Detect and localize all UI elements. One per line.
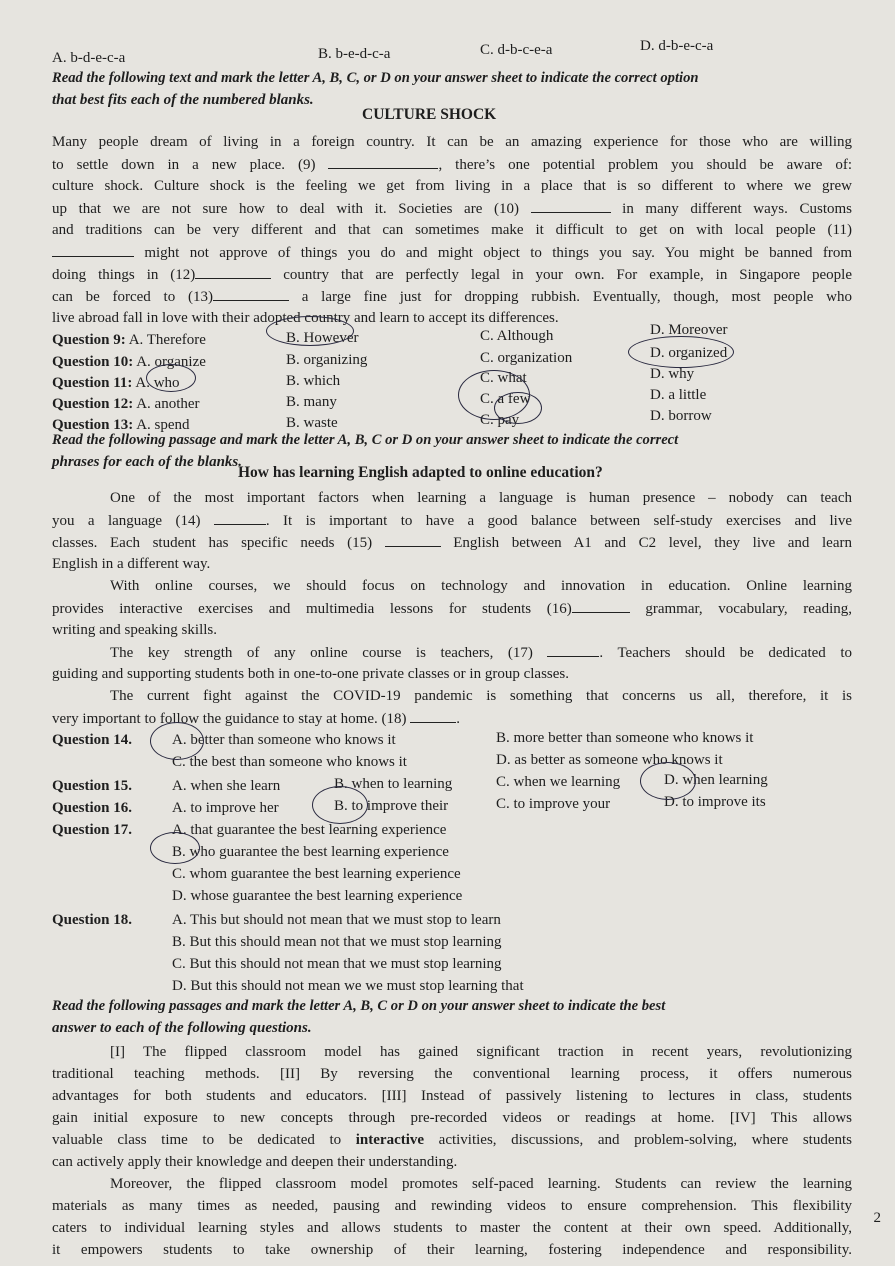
q16-option-d[interactable]: D. to improve its <box>664 794 766 810</box>
q17-label: Question 17. <box>52 822 133 838</box>
p2-line-3: classes. Each student has specific needs (15) English between A1 and C2 level, they live and learn <box>52 532 852 553</box>
p1-line-4: up that we are not sure how to deal with it. Societies are (10) in many different ways. Customs <box>52 198 852 219</box>
q14-option-b[interactable]: B. more better than someone who knows it <box>496 730 754 746</box>
q18-option-b[interactable]: B. But this should mean not that we must stop learning <box>172 934 502 950</box>
answer-circle-q16 <box>312 786 368 824</box>
q15-label: Question 15. <box>52 778 133 794</box>
q12-row: Question 12: A. another <box>52 396 200 412</box>
page-number: 2 <box>873 1210 881 1226</box>
q18-option-c[interactable]: C. But this should not mean that we must stop learning <box>172 956 502 972</box>
q9-option-c[interactable]: C. Although <box>480 328 554 344</box>
q9-option-b[interactable]: B. However <box>286 330 359 346</box>
q9-option-d[interactable]: D. Moreover <box>650 322 728 338</box>
p1-line-8: can be forced to (13) a large fine just for dropping rubbish. Eventually, though, most people who <box>52 286 852 307</box>
q15-option-c[interactable]: C. when we learning <box>496 774 621 790</box>
p3-line-8: materials as many times as needed, pausing and rewinding videos to ensure comprehension. This flexibility <box>52 1198 852 1214</box>
p1-line-6: might not approve of things you do and might object to things you say. You might be banned from <box>52 242 852 263</box>
q16-option-b[interactable]: B. to improve their <box>334 798 449 814</box>
q11-option-b[interactable]: B. which <box>286 373 341 389</box>
q10-option-d[interactable]: D. organized <box>650 345 728 361</box>
q17-option-b[interactable]: B. who guarantee the best learning experience <box>172 844 449 860</box>
instruction-1-line-1: Read the following text and mark the letter A, B, C, or D on your answer sheet to indicate the correct option <box>52 70 699 86</box>
answer-circle-q17 <box>150 832 200 864</box>
q13-option-b[interactable]: B. waste <box>286 415 338 431</box>
p3-line-1: [I] The flipped classroom model has gained significant traction in recent years, revolutionizing <box>110 1044 852 1060</box>
p3-line-6: can actively apply their knowledge and deepen their understanding. <box>52 1154 458 1170</box>
p1-line-9: live abroad fall in love with their adopted country and learn to accept its differences. <box>52 310 559 326</box>
q12-option-c[interactable]: C. a few <box>480 391 531 407</box>
q17-option-d[interactable]: D. whose guarantee the best learning experience <box>172 888 463 904</box>
p2-line-7: writing and speaking skills. <box>52 622 217 638</box>
q11-row: Question 11: A. who <box>52 375 180 391</box>
p3-line-4: gain initial exposure to new concepts through pre-recorded videos or readings at home. [IV] This allows <box>52 1110 852 1126</box>
p2-line-8: The key strength of any online course is teachers, (17) . Teachers should be dedicated to <box>110 642 852 663</box>
q13-option-d[interactable]: D. borrow <box>650 408 712 424</box>
header-option-d: D. d-b-e-c-a <box>640 38 714 54</box>
answer-circle-q15 <box>640 762 696 800</box>
blank-12 <box>195 264 271 279</box>
blank-16 <box>572 598 630 613</box>
blank-15 <box>385 532 441 547</box>
p1-line-1: Many people dream of living in a foreign country. It can be an amazing experience for those who are willing <box>52 134 852 150</box>
p1-line-3: culture shock. Culture shock is the feeling we get from living in a place that is so different to where we grew <box>52 178 852 194</box>
answer-circle-q10 <box>628 336 734 368</box>
q18-option-d[interactable]: D. But this should not mean we we must stop learning that <box>172 978 524 994</box>
q18-label: Question 18. <box>52 912 133 928</box>
blank-9 <box>328 154 438 169</box>
q15-option-d[interactable]: D. when learning <box>664 772 768 788</box>
q16-label: Question 16. <box>52 800 133 816</box>
q17-option-a[interactable]: A. that guarantee the best learning experience <box>172 822 447 838</box>
p3-line-7: Moreover, the flipped classroom model promotes self-paced learning. Students can review the learning <box>110 1176 852 1192</box>
header-option-c: C. d-b-c-e-a <box>480 42 553 58</box>
header-option-a: A. b-d-e-c-a <box>52 50 126 66</box>
q15-option-a[interactable]: A. when she learn <box>172 778 281 794</box>
blank-13 <box>213 286 289 301</box>
instruction-3-line-2: answer to each of the following questions. <box>52 1020 312 1036</box>
q12-option-b[interactable]: B. many <box>286 394 337 410</box>
q10-option-b[interactable]: B. organizing <box>286 352 368 368</box>
q14-option-a[interactable]: A. better than someone who knows it <box>172 732 396 748</box>
q17-option-c[interactable]: C. whom guarantee the best learning experience <box>172 866 461 882</box>
p3-line-10: it empowers students to take ownership of their learning, fostering independence and responsibility. <box>52 1242 852 1258</box>
blank-18 <box>410 708 456 723</box>
p2-line-5: With online courses, we should focus on technology and innovation in education. Online learning <box>110 578 852 594</box>
q11-option-d[interactable]: D. why <box>650 366 695 382</box>
q9-row: Question 9: A. Therefore <box>52 332 206 348</box>
q13-option-c[interactable]: C. pay <box>480 412 520 428</box>
answer-circle-q11 <box>146 364 196 392</box>
answer-circle-q9 <box>266 316 354 346</box>
p3-line-5: valuable class time to be dedicated to interactive activities, discussions, and problem-solving, where students <box>52 1132 852 1148</box>
blank-17 <box>547 642 599 657</box>
answer-circle-q14 <box>150 722 204 760</box>
q12-option-d[interactable]: D. a little <box>650 387 707 403</box>
q11-option-c[interactable]: C. what <box>480 370 527 386</box>
instruction-2-line-1: Read the following passage and mark the letter A, B, C or D on your answer sheet to indicate the correct <box>52 432 679 448</box>
passage-2-title: How has learning English adapted to online education? <box>238 464 603 481</box>
blank-11 <box>52 242 134 257</box>
p3-line-3: advantages for both students and educators. [III] Instead of passively listening to lectures in class, students <box>52 1088 852 1104</box>
q14-label: Question 14. <box>52 732 133 748</box>
p2-line-4: English in a different way. <box>52 556 211 572</box>
p1-line-5: and traditions can be very different and that can sometimes make it difficult to get on with local people (11) <box>52 222 852 238</box>
blank-14 <box>214 510 266 525</box>
q13-row: Question 13: A. spend <box>52 417 190 433</box>
q16-option-c[interactable]: C. to improve your <box>496 796 611 812</box>
header-option-b: B. b-e-d-c-a <box>318 46 391 62</box>
q14-option-d[interactable]: D. as better as someone who knows it <box>496 752 723 768</box>
instruction-2-line-2: phrases for each of the blanks. <box>52 454 243 470</box>
p1-line-7: doing things in (12) country that are perfectly legal in your own. For example, in Singapore people <box>52 264 852 285</box>
blank-10 <box>531 198 611 213</box>
answer-circle-q13 <box>494 392 542 424</box>
q10-option-c[interactable]: C. organization <box>480 350 573 366</box>
p3-line-9: caters to individual learning styles and allows students to master the content at their own speed. Additionally, <box>52 1220 852 1236</box>
p2-line-9: guiding and supporting students both in one-to-one private classes or in group classes. <box>52 666 569 682</box>
passage-1-title: CULTURE SHOCK <box>362 106 497 123</box>
q18-option-a[interactable]: A. This but should not mean that we must stop to learn <box>172 912 501 928</box>
q16-option-a[interactable]: A. to improve her <box>172 800 279 816</box>
instruction-3-line-1: Read the following passages and mark the letter A, B, C or D on your answer sheet to indicate the best <box>52 998 666 1014</box>
p2-line-2: you a language (14) . It is important to have a good balance between self-study exercises and live <box>52 510 852 531</box>
p2-line-11: very important to follow the guidance to stay at home. (18) . <box>52 708 852 729</box>
p2-line-1: One of the most important factors when learning a language is human presence – nobody can teach <box>110 490 852 506</box>
q15-option-b[interactable]: B. when to learning <box>334 776 453 792</box>
instruction-1-line-2: that best fits each of the numbered blanks. <box>52 92 314 108</box>
p2-line-10: The current fight against the COVID-19 pandemic is something that concerns us all, therefore, it is <box>110 688 852 704</box>
p2-line-6: provides interactive exercises and multimedia lessons for students (16) grammar, vocabulary, reading, <box>52 598 852 619</box>
p3-line-2: traditional teaching methods. [II] By reversing the conventional learning process, it offers numerous <box>52 1066 852 1082</box>
q14-option-c[interactable]: C. the best than someone who knows it <box>172 754 407 770</box>
p1-line-2: to settle down in a new place. (9) , there’s one potential problem you should be aware of: <box>52 154 852 175</box>
q10-row: Question 10: A. organize <box>52 354 206 370</box>
